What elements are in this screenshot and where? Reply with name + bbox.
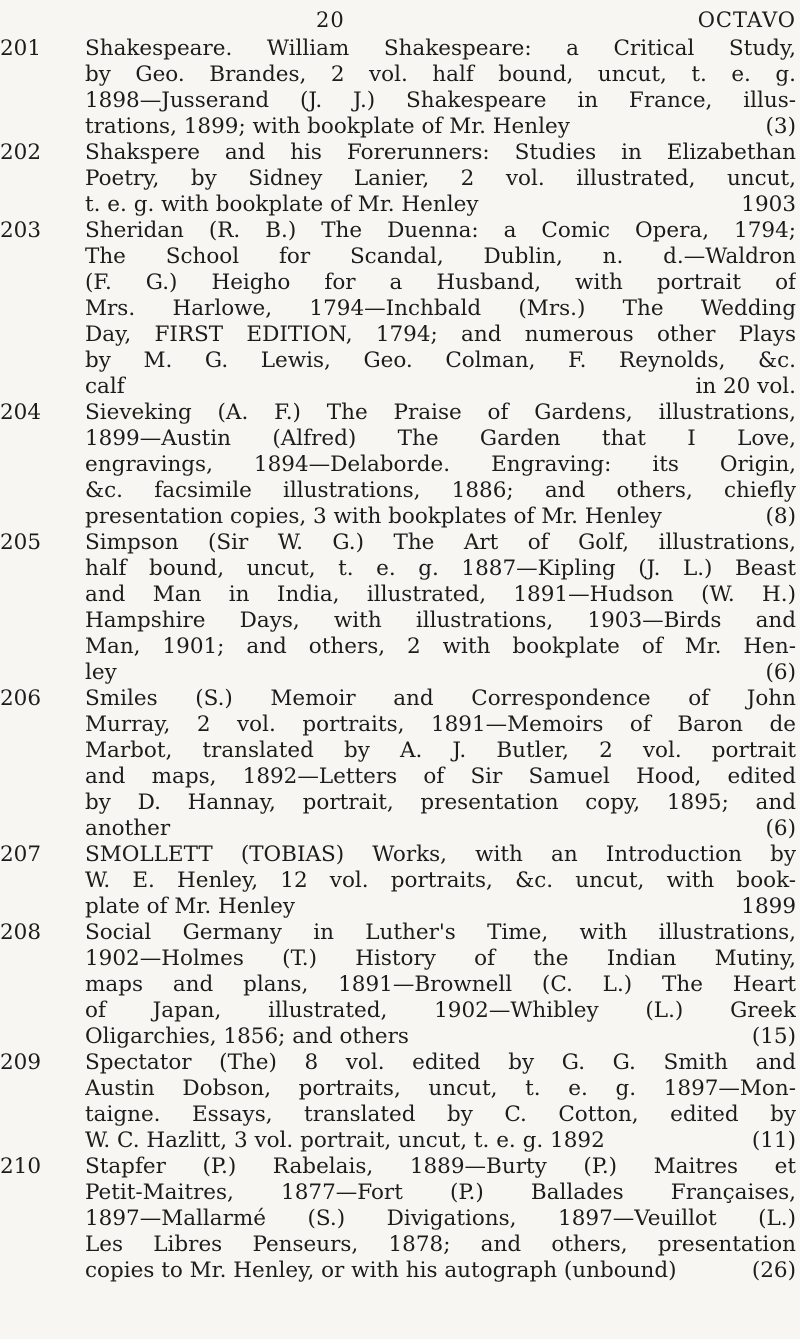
entry-last-line	[85, 1128, 796, 1154]
entry-description	[85, 1050, 796, 1154]
entry-line: 1898—Jusserand (J. J.) Shakespeare in France, illus-	[85, 88, 796, 113]
catalogue-entry	[0, 36, 796, 140]
lot-count: (11)	[751, 1128, 796, 1153]
entry-line: and Man in India, illustrated, 1891—Hudson (W. H.)	[85, 582, 796, 607]
entry-line: Oligarchies, 1856; and others	[85, 1024, 409, 1049]
entry-line: Murray, 2 vol. portraits, 1891—Memoirs of Baron de	[85, 712, 796, 737]
entry-line: by D. Hannay, portrait, presentation copy, 1895; and	[85, 790, 796, 815]
entry-line: 1902—Holmes (T.) History of the Indian Mutiny,	[85, 946, 796, 971]
catalogue-entry	[0, 530, 796, 686]
entry-last-line	[85, 374, 796, 400]
running-head	[0, 8, 800, 34]
catalogue-entry	[0, 920, 796, 1050]
entry-line: half bound, uncut, t. e. g. 1887—Kipling (J. L.) Beast	[85, 556, 796, 581]
entry-line: Marbot, translated by A. J. Butler, 2 vol. portrait	[85, 738, 796, 763]
catalogue-entry	[0, 218, 796, 400]
entry-line: Stapfer (P.) Rabelais, 1889—Burty (P.) Maitres et	[85, 1154, 796, 1179]
entry-description	[85, 920, 796, 1050]
entry-description	[85, 140, 796, 218]
entry-line: &c. facsimile illustrations, 1886; and others, chiefly	[85, 478, 796, 503]
entry-line: presentation copies, 3 with bookplates of Mr. Henley	[85, 504, 662, 529]
entry-last-line	[85, 1258, 796, 1284]
lot-number: 202	[0, 140, 42, 165]
lot-count: 1899	[741, 894, 796, 919]
entry-last-line	[85, 816, 796, 842]
entry-line: engravings, 1894—Delaborde. Engraving: its Origin,	[85, 452, 796, 477]
entry-line: of Japan, illustrated, 1902—Whibley (L.) Greek	[85, 998, 796, 1023]
lot-count: (6)	[765, 660, 796, 685]
lot-number: 209	[0, 1050, 42, 1075]
lot-number: 201	[0, 36, 42, 61]
entry-description	[85, 36, 796, 140]
entry-line: Hampshire Days, with illustrations, 1903—Birds and	[85, 608, 796, 633]
entry-last-line	[85, 504, 796, 530]
entry-last-line	[85, 660, 796, 686]
catalogue-entry	[0, 686, 796, 842]
lot-number: 204	[0, 400, 42, 425]
entry-line: 1899—Austin (Alfred) The Garden that I Love,	[85, 426, 796, 451]
entry-line: (F. G.) Heigho for a Husband, with portrait of	[85, 270, 796, 295]
catalogue-entry	[0, 842, 796, 920]
entry-line: Austin Dobson, portraits, uncut, t. e. g. 1897—Mon-	[85, 1076, 796, 1101]
entry-line: Social Germany in Luther's Time, with illustrations,	[85, 920, 796, 945]
page-number: 20	[316, 8, 345, 32]
entry-line: Day, FIRST EDITION, 1794; and numerous other Plays	[85, 322, 796, 347]
lot-count: in 20 vol.	[695, 374, 796, 399]
entry-line: Spectator (The) 8 vol. edited by G. G. Smith and	[85, 1050, 796, 1075]
entry-line: trations, 1899; with bookplate of Mr. Henley	[85, 114, 570, 139]
entry-description	[85, 218, 796, 400]
entry-line: calf	[85, 374, 125, 399]
entry-line: W. E. Henley, 12 vol. portraits, &c. uncut, with book-	[85, 868, 796, 893]
entry-line: Sheridan (R. B.) The Duenna: a Comic Opera, 1794;	[85, 218, 796, 243]
entry-line: copies to Mr. Henley, or with his autograph (unbound)	[85, 1258, 677, 1283]
entry-description	[85, 842, 796, 920]
lot-number: 205	[0, 530, 42, 555]
entry-description	[85, 686, 796, 842]
entry-line: and maps, 1892—Letters of Sir Samuel Hood, edited	[85, 764, 796, 789]
entry-line: t. e. g. with bookplate of Mr. Henley	[85, 192, 479, 217]
catalogue-entry	[0, 400, 796, 530]
catalogue-entry	[0, 1154, 796, 1284]
entry-line: Les Libres Penseurs, 1878; and others, presentation	[85, 1232, 796, 1257]
entry-line: W. C. Hazlitt, 3 vol. portrait, uncut, t. e. g. 1892	[85, 1128, 605, 1153]
lot-number: 207	[0, 842, 42, 867]
entry-line: Petit-Maitres, 1877—Fort (P.) Ballades Françaises,	[85, 1180, 796, 1205]
entry-line: another	[85, 816, 171, 841]
entry-last-line	[85, 1024, 796, 1050]
section-label: OCTAVO	[697, 8, 796, 32]
lot-number: 208	[0, 920, 42, 945]
entry-line: Mrs. Harlowe, 1794—Inchbald (Mrs.) The Wedding	[85, 296, 796, 321]
entry-line: SMOLLETT (TOBIAS) Works, with an Introduction by	[85, 842, 796, 867]
entry-line: Shakspere and his Forerunners: Studies in Elizabethan	[85, 140, 796, 165]
lot-count: (6)	[765, 816, 796, 841]
entry-last-line	[85, 894, 796, 920]
catalogue-entry	[0, 1050, 796, 1154]
entry-line: by M. G. Lewis, Geo. Colman, F. Reynolds, &c.	[85, 348, 796, 373]
entry-line: Smiles (S.) Memoir and Correspondence of John	[85, 686, 796, 711]
entry-line: Sieveking (A. F.) The Praise of Gardens, illustrations,	[85, 400, 796, 425]
entry-last-line	[85, 192, 796, 218]
lot-count: (26)	[751, 1258, 796, 1283]
entry-line: Shakespeare. William Shakespeare: a Critical Study,	[85, 36, 796, 61]
entry-line: Man, 1901; and others, 2 with bookplate of Mr. Hen-	[85, 634, 796, 659]
entry-line: ley	[85, 660, 117, 685]
entry-line: by Geo. Brandes, 2 vol. half bound, uncut, t. e. g.	[85, 62, 796, 87]
entry-line: The School for Scandal, Dublin, n. d.—Waldron	[85, 244, 796, 269]
entry-line: maps and plans, 1891—Brownell (C. L.) The Heart	[85, 972, 796, 997]
entry-line: taigne. Essays, translated by C. Cotton, edited by	[85, 1102, 796, 1127]
catalogue-entries	[0, 36, 796, 1284]
entry-line: Simpson (Sir W. G.) The Art of Golf, illustrations,	[85, 530, 796, 555]
entry-line: Poetry, by Sidney Lanier, 2 vol. illustrated, uncut,	[85, 166, 796, 191]
lot-count: (15)	[751, 1024, 796, 1049]
entry-line: plate of Mr. Henley	[85, 894, 296, 919]
lot-number: 203	[0, 218, 42, 243]
entry-last-line	[85, 114, 796, 140]
lot-count: (8)	[765, 504, 796, 529]
entry-description	[85, 530, 796, 686]
lot-count: (3)	[765, 114, 796, 139]
lot-count: 1903	[741, 192, 796, 217]
lot-number: 210	[0, 1154, 42, 1179]
entry-description	[85, 1154, 796, 1284]
lot-number: 206	[0, 686, 42, 711]
entry-description	[85, 400, 796, 530]
catalogue-entry	[0, 140, 796, 218]
entry-line: 1897—Mallarmé (S.) Divigations, 1897—Veuillot (L.)	[85, 1206, 796, 1231]
